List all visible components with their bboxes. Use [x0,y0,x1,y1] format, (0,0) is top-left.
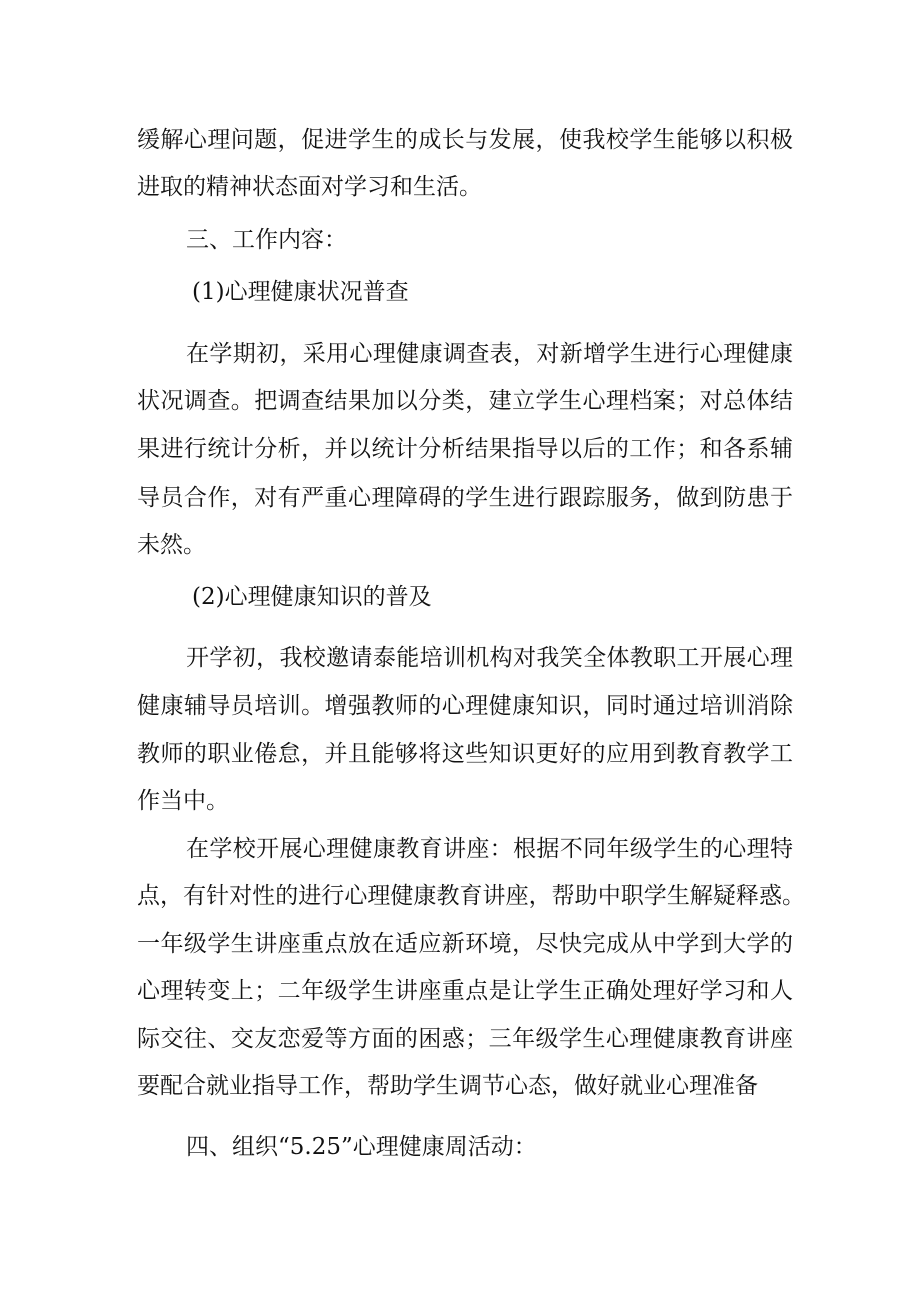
section-heading: 四、组织“5.25”心理健康周活动： [186,1134,537,1160]
paragraph-line: 际交往、交友恋爱等方面的困惑；三年级学生心理健康教育讲座 [137,1026,793,1052]
paragraph-line: 健康辅导员培训。增强教师的心理健康知识，同时通过培训消除 [137,693,793,719]
paragraph-line: 点，有针对性的进行心理健康教育讲座，帮助中职学生解疑释惑。 [137,883,805,909]
paragraph-line: 状况调查。把调查结果加以分类，建立学生心理档案；对总体结 [137,388,793,414]
paragraph-line: 果进行统计分析，并以统计分析结果指导以后的工作；和各系辅 [137,436,793,462]
paragraph-line: 在学期初，采用心理健康调查表，对新增学生进行心理健康 [186,341,793,367]
subsection-heading: (2)心理健康知识的普及 [192,584,432,610]
paragraph-line: 要配合就业指导工作，帮助学生调节心态，做好就业心理准备 [137,1073,758,1099]
paragraph-line: 作当中。 [137,788,229,814]
paragraph-line: 开学初，我校邀请泰能培训机构对我笑全体教职工开展心理 [186,645,793,671]
paragraph-line: 缓解心理问题，促进学生的成长与发展，使我校学生能够以积极 [137,127,793,153]
paragraph-line: 进取的精神状态面对学习和生活。 [137,174,482,200]
subsection-heading: (1)心理健康状况普查 [192,279,409,305]
paragraph-line: 一年级学生讲座重点放在适应新环境，尽快完成从中学到大学的 [137,931,793,957]
paragraph-line: 未然。 [137,532,206,558]
paragraph-line: 在学校开展心理健康教育讲座：根据不同年级学生的心理特 [186,836,793,862]
paragraph-line: 教师的职业倦怠，并且能够将这些知识更好的应用到教育教学工 [137,741,793,767]
paragraph-line: 心理转变上；二年级学生讲座重点是让学生正确处理好学习和人 [137,978,793,1004]
paragraph-line: 导员合作，对有严重心理障碍的学生进行跟踪服务，做到防患于 [137,485,793,511]
section-heading: 三、工作内容： [186,227,347,253]
